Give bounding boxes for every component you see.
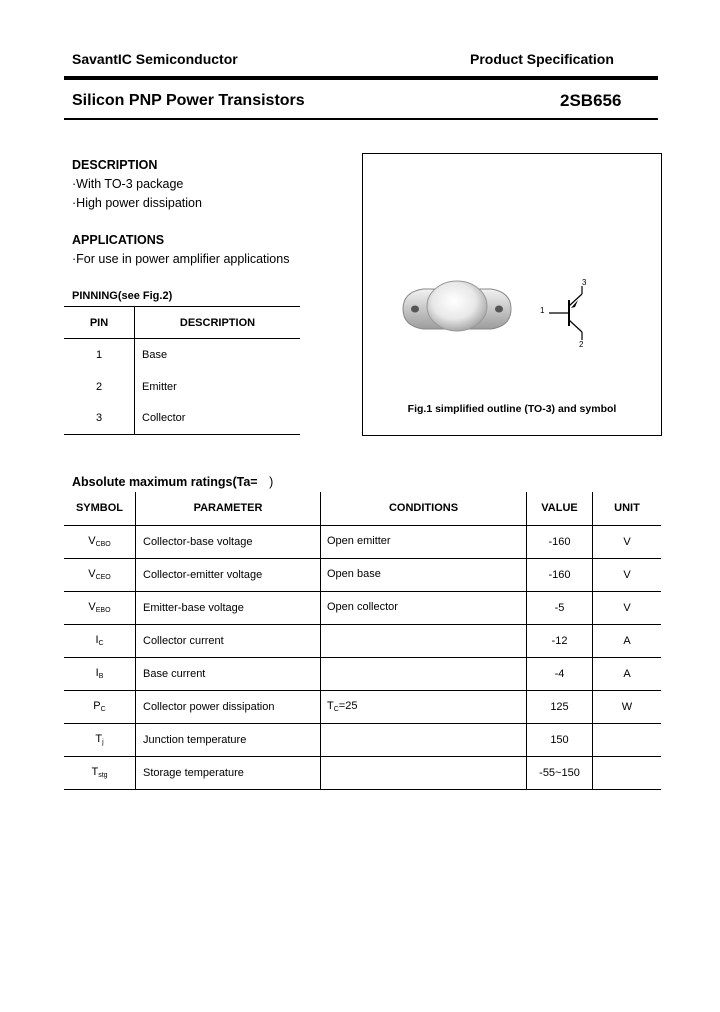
symbol-subscript: stg	[98, 772, 108, 779]
conditions-cell	[321, 525, 527, 558]
table-row	[64, 591, 661, 624]
value-cell: -12	[527, 624, 593, 657]
value-cell: 150	[527, 723, 593, 756]
symbol-letter: I	[95, 634, 99, 646]
table-row	[64, 339, 300, 371]
desc-col-header: DESCRIPTION	[179, 316, 256, 329]
value-cell: -4	[527, 657, 593, 690]
unit-cell: V	[593, 558, 662, 591]
symbol-cell	[64, 756, 136, 789]
parameter-cell: Collector current	[136, 624, 321, 657]
parameter-cell: Base current	[136, 657, 321, 690]
pin-description: Collector	[142, 412, 186, 425]
pnp-transistor-symbol-icon	[363, 154, 661, 435]
value-cell: -55~150	[527, 756, 593, 789]
col-conditions: CONDITIONS	[321, 492, 527, 525]
ratings-heading-close: )	[269, 475, 274, 489]
parameter-cell: Collector power dissipation	[136, 690, 321, 723]
symbol-cell	[64, 591, 136, 624]
value-cell: -160	[527, 525, 593, 558]
unit-cell	[593, 756, 662, 789]
parameter-cell: Junction temperature	[136, 723, 321, 756]
condition-tail: =25	[338, 700, 358, 712]
description-item: ·High power dissipation	[72, 196, 202, 210]
description-item: ·With TO-3 package	[72, 177, 184, 191]
header-rule	[64, 76, 658, 80]
ratings-heading-text: Absolute maximum ratings(Ta=	[72, 475, 258, 489]
parameter-cell: Storage temperature	[136, 756, 321, 789]
pinning-table	[64, 306, 300, 435]
symbol-subscript: CBO	[95, 541, 111, 548]
ratings-header-row	[64, 492, 661, 525]
product-line: Silicon PNP Power Transistors	[72, 92, 305, 109]
figure-caption: Fig.1 simplified outline (TO-3) and symbol	[407, 403, 617, 415]
part-number: 2SB656	[560, 91, 622, 110]
symbol-cell	[64, 723, 136, 756]
symbol-pin-label: 2	[579, 340, 584, 349]
unit-cell: V	[593, 525, 662, 558]
table-row	[64, 558, 661, 591]
condition-subscript: C	[333, 706, 339, 713]
conditions-cell	[321, 558, 527, 591]
symbol-letter: V	[88, 601, 96, 613]
ratings-heading	[72, 475, 273, 489]
table-row	[64, 403, 300, 435]
parameter-cell: Collector-emitter voltage	[136, 558, 321, 591]
symbol-letter: V	[88, 568, 96, 580]
table-row	[64, 525, 661, 558]
symbol-subscript: EBO	[95, 607, 111, 614]
symbol-subscript: B	[98, 673, 104, 680]
symbol-cell	[64, 690, 136, 723]
symbol-pin-label: 1	[540, 306, 545, 315]
symbol-letter: I	[95, 667, 99, 679]
conditions-cell	[321, 756, 527, 789]
value-cell: -5	[527, 591, 593, 624]
ratings-table	[64, 492, 661, 790]
value-cell: 125	[527, 690, 593, 723]
symbol-subscript: CEO	[95, 574, 111, 581]
condition-text: T	[327, 700, 334, 712]
applications-item: ·For use in power amplifier applications	[72, 252, 290, 266]
value-cell: -160	[527, 558, 593, 591]
symbol-letter: P	[93, 700, 101, 712]
symbol-letter: V	[88, 535, 96, 547]
pinning-heading: PINNING(see Fig.2)	[72, 290, 173, 302]
symbol-cell	[64, 525, 136, 558]
doc-type: Product Specification	[470, 51, 614, 67]
pin-description: Emitter	[142, 380, 177, 393]
table-row	[64, 624, 661, 657]
conditions-cell	[321, 690, 527, 723]
condition-text: Open collector	[327, 601, 398, 613]
symbol-cell	[64, 624, 136, 657]
condition-text: Open base	[327, 568, 381, 580]
pinning-header-row	[64, 307, 300, 339]
symbol-pin-label: 3	[582, 278, 587, 287]
conditions-cell	[321, 657, 527, 690]
symbol-subscript: j	[102, 739, 104, 746]
conditions-cell	[321, 591, 527, 624]
symbol-cell	[64, 558, 136, 591]
figure-box	[362, 153, 662, 436]
title-rule	[64, 118, 658, 120]
pin-number: 1	[64, 339, 135, 371]
table-row	[64, 756, 661, 789]
description-heading: DESCRIPTION	[72, 158, 158, 172]
parameter-cell: Emitter-base voltage	[136, 591, 321, 624]
condition-text: Open emitter	[327, 535, 391, 547]
applications-heading: APPLICATIONS	[72, 233, 165, 247]
col-unit: UNIT	[593, 492, 662, 525]
unit-cell: W	[593, 690, 662, 723]
symbol-letter: T	[95, 733, 103, 745]
unit-cell: V	[593, 591, 662, 624]
table-row	[64, 723, 661, 756]
conditions-cell	[321, 723, 527, 756]
col-symbol: SYMBOL	[64, 492, 136, 525]
pin-col-header: PIN	[64, 307, 135, 339]
col-value: VALUE	[527, 492, 593, 525]
unit-cell: A	[593, 624, 662, 657]
unit-cell	[593, 723, 662, 756]
unit-cell: A	[593, 657, 662, 690]
pin-number: 2	[64, 371, 135, 403]
conditions-cell	[321, 624, 527, 657]
symbol-subscript: C	[98, 640, 104, 647]
table-row	[64, 657, 661, 690]
parameter-cell: Collector-base voltage	[136, 525, 321, 558]
company-name: SavantIC Semiconductor	[72, 51, 238, 67]
pin-number: 3	[64, 403, 135, 435]
symbol-letter: T	[91, 766, 99, 778]
symbol-cell	[64, 657, 136, 690]
table-row	[64, 371, 300, 403]
col-parameter: PARAMETER	[136, 492, 321, 525]
symbol-subscript: C	[100, 706, 106, 713]
table-row	[64, 690, 661, 723]
pin-description: Base	[142, 348, 168, 361]
